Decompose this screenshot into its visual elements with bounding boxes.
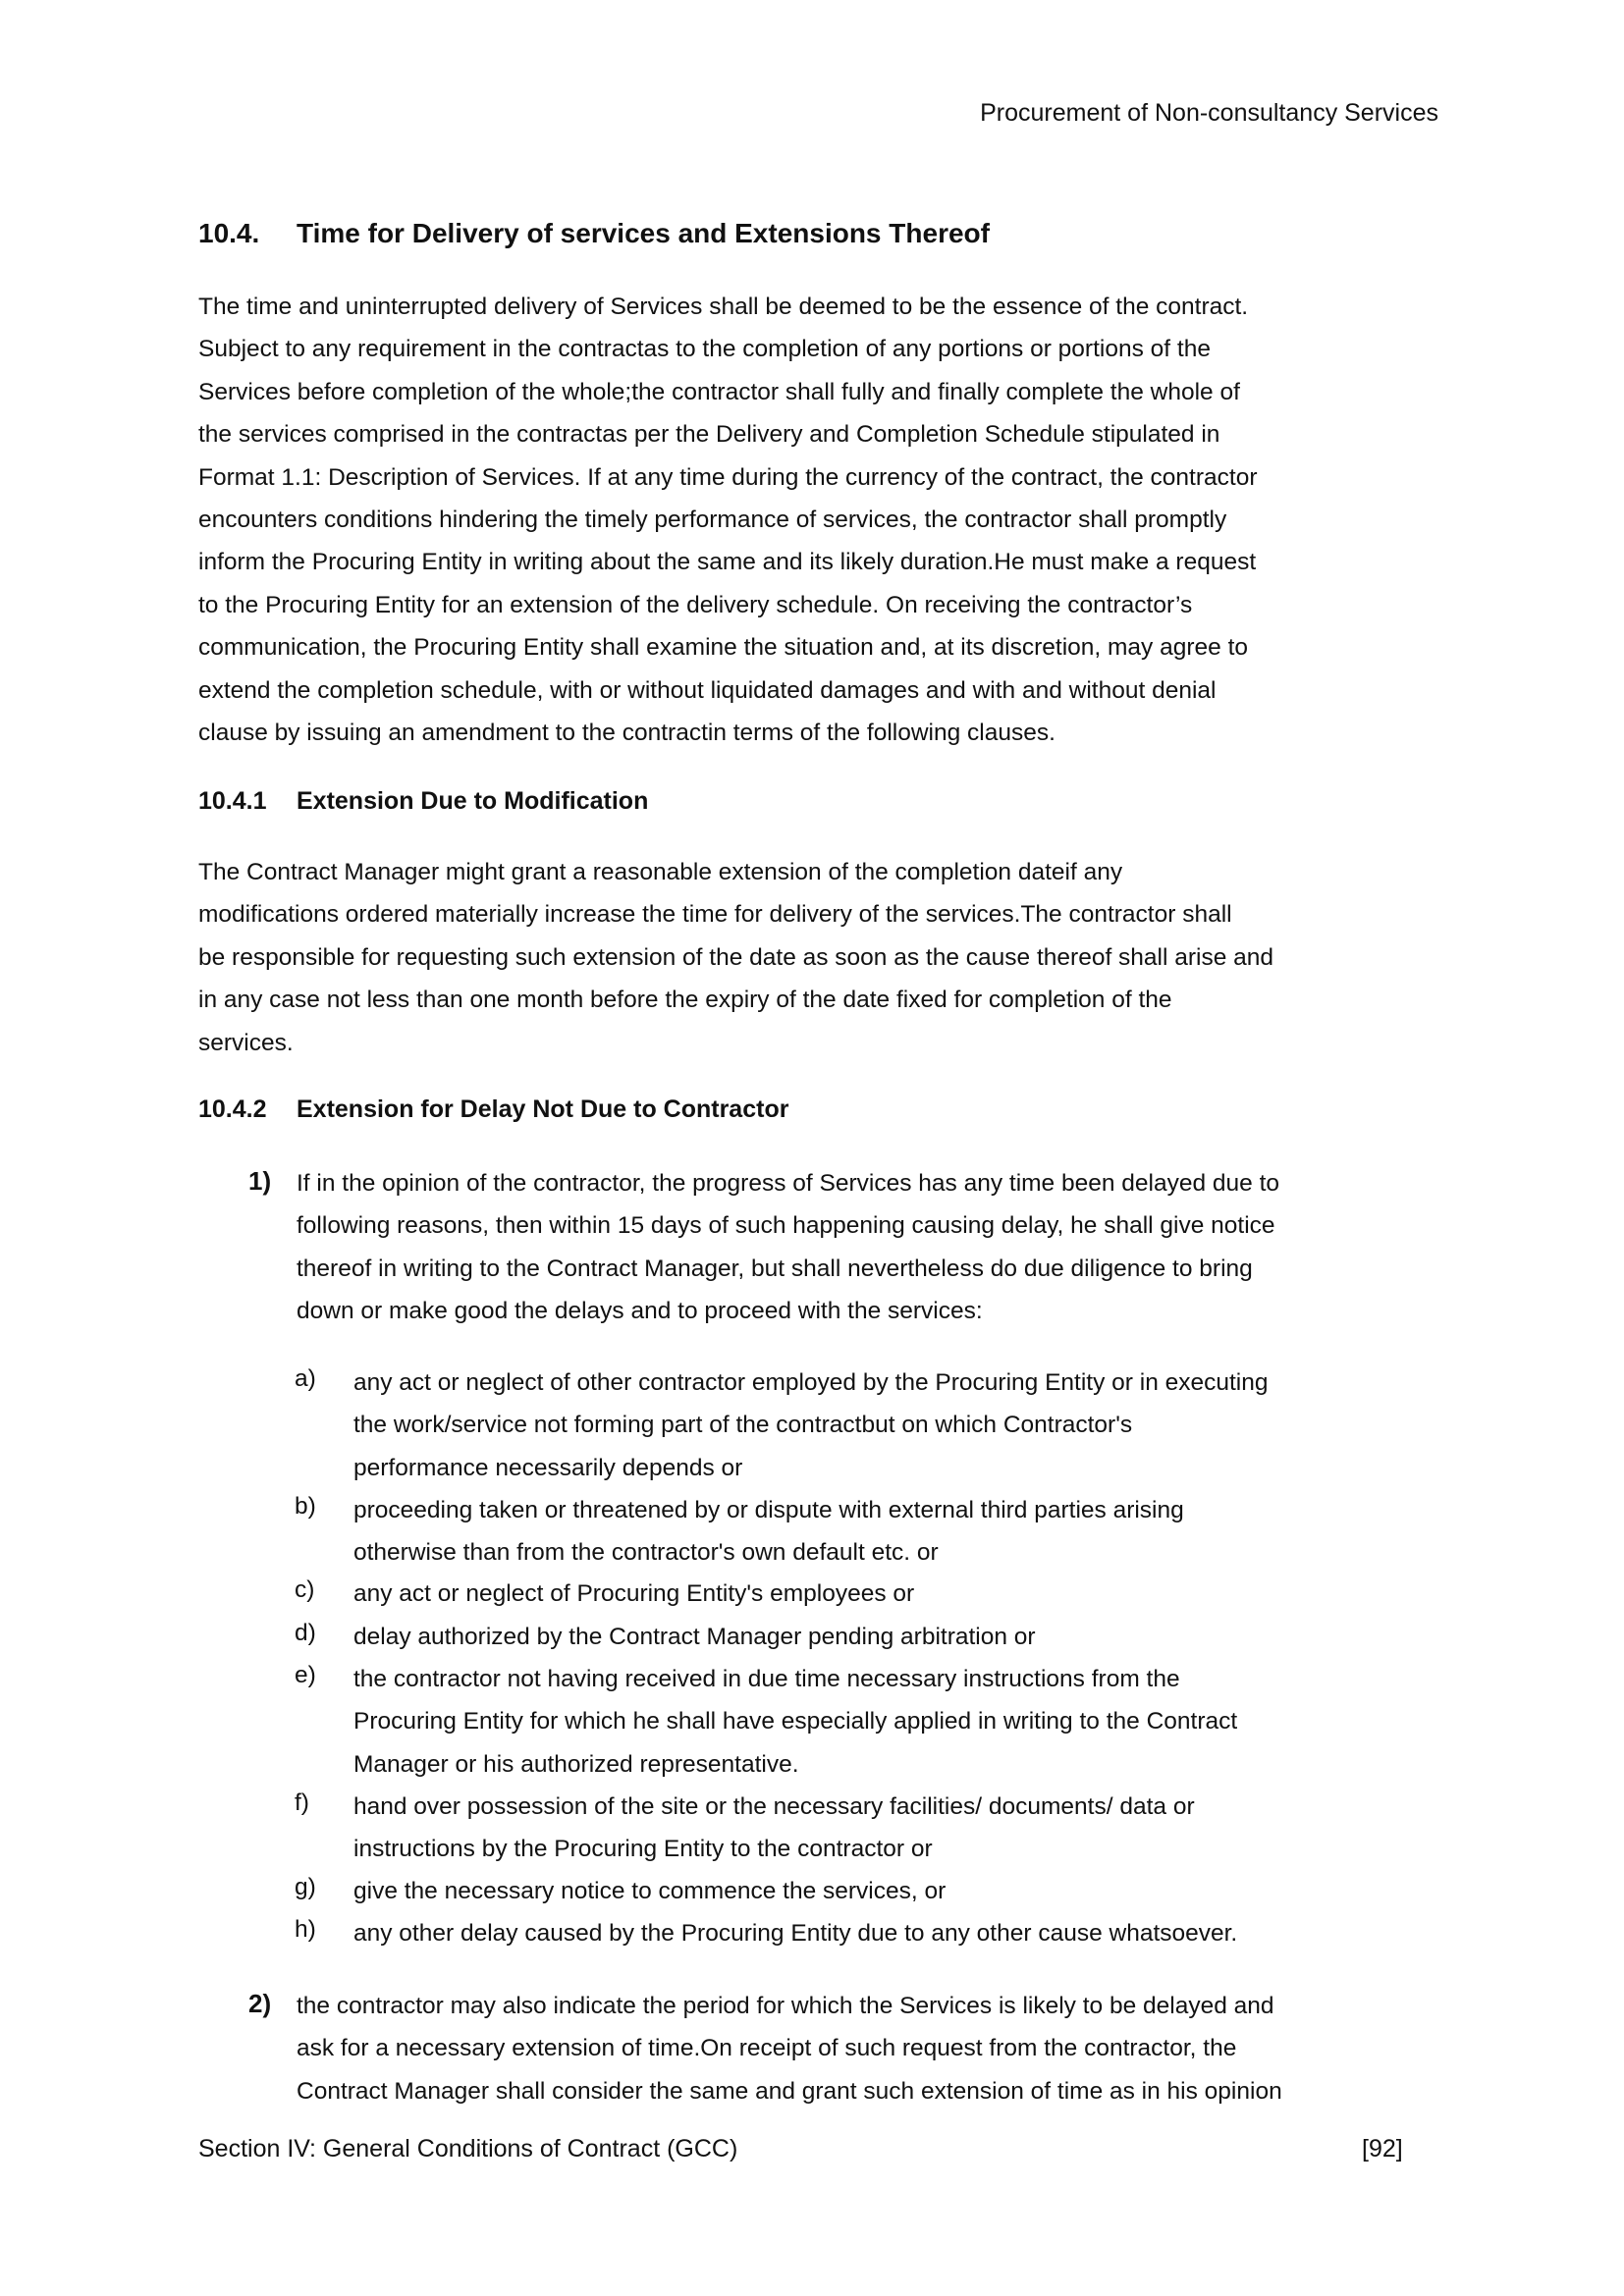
text-line: the contractor not having received in due time necessary instructions from the bbox=[353, 1666, 1180, 1692]
text-line: to the Procuring Entity for an extension of the delivery schedule. On receiving the contractor’s bbox=[198, 591, 1193, 618]
text-line: any act or neglect of Procuring Entity's employees or bbox=[353, 1580, 915, 1607]
text-line: delay authorized by the Contract Manager pending arbitration or bbox=[353, 1624, 1036, 1650]
text-line: thereof in writing to the Contract Manager, but shall nevertheless do due diligence to bring bbox=[297, 1255, 1253, 1282]
lettered-item-label: b) bbox=[295, 1493, 316, 1520]
lettered-item-label: a) bbox=[295, 1365, 316, 1392]
lettered-item-label: h) bbox=[295, 1916, 316, 1943]
text-line: any other delay caused by the Procuring Entity due to any other cause whatsoever. bbox=[353, 1920, 1238, 1947]
lettered-item bbox=[353, 1616, 1036, 1658]
numbered-item bbox=[297, 1162, 1279, 1333]
text-line: hand over possession of the site or the necessary facilities/ documents/ data or bbox=[353, 1793, 1195, 1820]
numbered-item-label: 2) bbox=[248, 1989, 272, 2018]
text-line: modifications ordered materially increase the time for delivery of the services.The contractor shall bbox=[198, 901, 1232, 929]
running-header: Procurement of Non-consultancy Services bbox=[980, 99, 1438, 127]
page-number: [92] bbox=[1362, 2135, 1403, 2163]
text-line: If in the opinion of the contractor, the progress of Services has any time been delayed due to bbox=[297, 1170, 1280, 1197]
text-line: ask for a necessary extension of time.On receipt of such request from the contractor, the bbox=[297, 2035, 1237, 2062]
text-line: proceeding taken or threatened by or dispute with external third parties arising bbox=[353, 1497, 1184, 1523]
text-line: instructions by the Procuring Entity to the contractor or bbox=[353, 1836, 933, 1863]
section-heading bbox=[198, 218, 990, 249]
subsection-number: 10.4.2 bbox=[198, 1095, 267, 1123]
subsection-heading-10-4-1 bbox=[198, 787, 648, 816]
text-line: Subject to any requirement in the contractas to the completion of any portions or portions of the bbox=[198, 336, 1211, 363]
subsection-heading-10-4-2 bbox=[198, 1095, 788, 1124]
subsection-title: Extension for Delay Not Due to Contractor bbox=[297, 1095, 789, 1123]
lettered-item bbox=[353, 1786, 1195, 1871]
lettered-item bbox=[353, 1362, 1269, 1489]
text-line: The time and uninterrupted delivery of Services shall be deemed to be the essence of the contract. bbox=[198, 294, 1249, 320]
subsection-title: Extension Due to Modification bbox=[297, 787, 649, 815]
lettered-item bbox=[353, 1489, 1184, 1575]
lettered-item-label: d) bbox=[295, 1620, 316, 1646]
text-line: inform the Procuring Entity in writing about the same and its likely duration.He must make a request bbox=[198, 549, 1257, 576]
text-line: performance necessarily depends or bbox=[353, 1454, 743, 1481]
text-line: Procuring Entity for which he shall have especially applied in writing to the Contract bbox=[353, 1708, 1238, 1735]
subsection-paragraph bbox=[198, 851, 1273, 1064]
footer-section: Section IV: General Conditions of Contract (GCC) bbox=[198, 2135, 738, 2163]
text-line: the contractor may also indicate the period for which the Services is likely to be delayed and bbox=[297, 1993, 1274, 2019]
text-line: in any case not less than one month before the expiry of the date fixed for completion of the bbox=[198, 987, 1172, 1014]
text-line: the work/service not forming part of the contractbut on which Contractor's bbox=[353, 1412, 1133, 1439]
text-line: following reasons, then within 15 days of such happening causing delay, he shall give notice bbox=[297, 1212, 1275, 1240]
section-title: Time for Delivery of services and Extensions Thereof bbox=[297, 218, 990, 248]
text-line: Services before completion of the whole;the contractor shall fully and finally complete the whole of bbox=[198, 378, 1240, 405]
text-line: Contract Manager shall consider the same and grant such extension of time as in his opinion bbox=[297, 2077, 1282, 2105]
text-line: be responsible for requesting such extension of the date as soon as the cause thereof shall arise and bbox=[198, 943, 1274, 971]
section-paragraph bbox=[198, 286, 1257, 754]
text-line: down or make good the delays and to proceed with the services: bbox=[297, 1298, 983, 1325]
lettered-item bbox=[353, 1912, 1237, 1954]
numbered-item bbox=[297, 1985, 1282, 2112]
numbered-item-label: 1) bbox=[248, 1166, 272, 1196]
lettered-item-label: c) bbox=[295, 1576, 315, 1603]
lettered-item bbox=[353, 1870, 946, 1912]
lettered-item-label: e) bbox=[295, 1662, 316, 1688]
text-line: Format 1.1: Description of Services. If at any time during the currency of the contract, the contractor bbox=[198, 463, 1258, 491]
text-line: encounters conditions hindering the timely performance of services, the contractor shall promptly bbox=[198, 507, 1227, 534]
subsection-number: 10.4.1 bbox=[198, 787, 267, 815]
text-line: The Contract Manager might grant a reasonable extension of the completion dateif any bbox=[198, 859, 1123, 885]
lettered-item-label: g) bbox=[295, 1874, 316, 1900]
text-line: communication, the Procuring Entity shall examine the situation and, at its discretion, may agree to bbox=[198, 634, 1249, 662]
text-line: extend the completion schedule, with or without liquidated damages and with and without denial bbox=[198, 676, 1217, 704]
text-line: otherwise than from the contractor's own default etc. or bbox=[353, 1539, 939, 1567]
text-line: give the necessary notice to commence the services, or bbox=[353, 1878, 947, 1904]
text-line: the services comprised in the contractas per the Delivery and Completion Schedule stipulated in bbox=[198, 421, 1220, 449]
text-line: services. bbox=[198, 1029, 294, 1056]
text-line: clause by issuing an amendment to the contractin terms of the following clauses. bbox=[198, 720, 1056, 747]
lettered-item bbox=[353, 1573, 914, 1615]
lettered-item bbox=[353, 1658, 1237, 1786]
lettered-item-label: f) bbox=[295, 1789, 309, 1816]
section-number: 10.4. bbox=[198, 218, 260, 248]
text-line: any act or neglect of other contractor employed by the Procuring Entity or in executing bbox=[353, 1369, 1269, 1396]
text-line: Manager or his authorized representative. bbox=[353, 1750, 799, 1778]
